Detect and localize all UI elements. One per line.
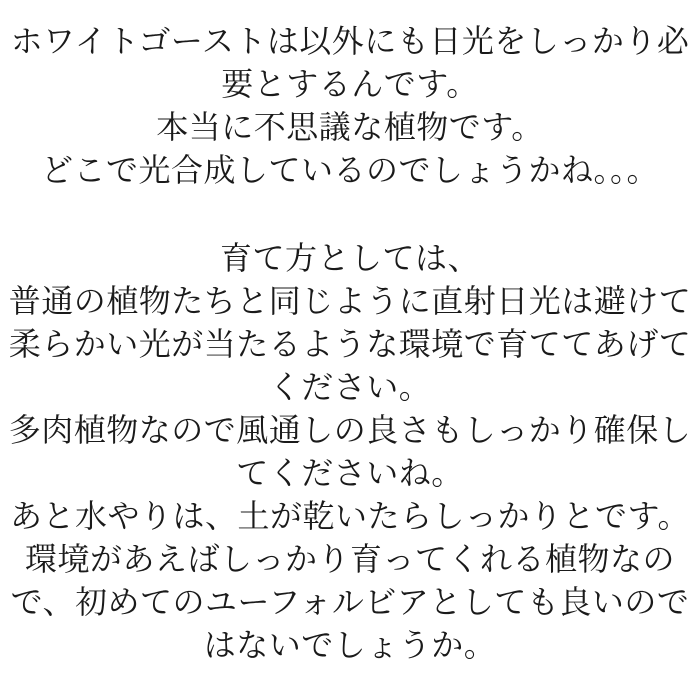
text-line: 本当に不思議な植物です。	[156, 109, 544, 145]
text-line: ください。	[268, 369, 432, 405]
text-line: どこで光合成しているのでしょうかね。。。	[40, 152, 659, 188]
text-line: てくださいね。	[236, 455, 464, 491]
text-line: はないでしょうか。	[203, 627, 497, 663]
text-line: 環境があえばしっかり育ってくれる植物なの	[24, 541, 675, 577]
text-line: 普通の植物たちと同じように直射日光は避けて	[8, 283, 692, 319]
text-line: あと水やりは、土が乾いたらしっかりとです。	[10, 498, 690, 534]
paragraph-care-instructions	[4, 237, 696, 667]
text-line: で、初めてのユーフォルビアとしても良いので	[10, 584, 690, 620]
text-line: 柔らかい光が当たるような環境で育ててあげて	[8, 326, 692, 362]
text-line: ホワイトゴーストは以外にも日光をしっかり必	[10, 23, 690, 59]
paragraph-sunlight-intro	[4, 20, 696, 192]
article-text	[4, 20, 696, 667]
text-line: 要とするんです。	[221, 66, 479, 102]
text-line: 育て方としては、	[219, 240, 480, 276]
text-line: 多肉植物なので風通しの良さもしっかり確保し	[8, 412, 692, 448]
